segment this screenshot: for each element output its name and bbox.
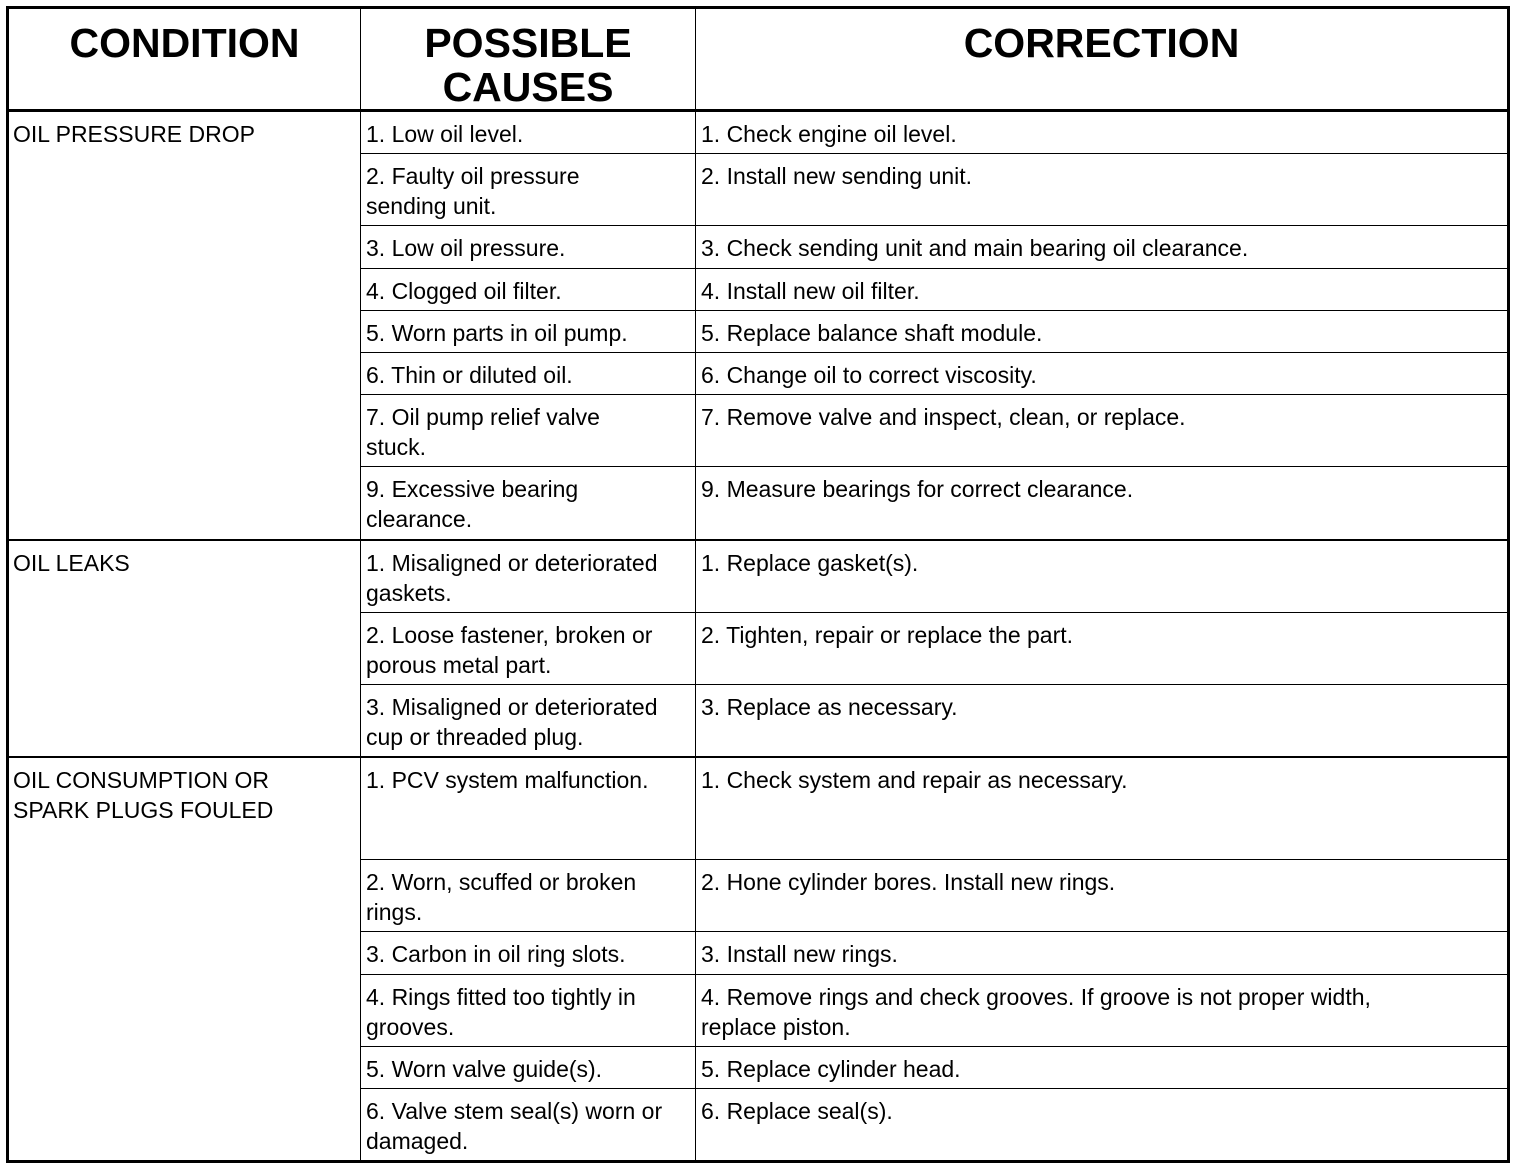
cause-line: porous metal part.: [366, 651, 552, 678]
correction-cell: [696, 1089, 1509, 1162]
table-body: [8, 111, 1509, 1162]
correction-cell: [696, 932, 1509, 975]
cause-line: 3. Carbon in oil ring slots.: [366, 941, 626, 967]
condition-line: OIL PRESSURE DROP: [13, 121, 255, 147]
cause-line: 5. Worn valve guide(s).: [366, 1056, 603, 1082]
cause-line: 6. Valve stem seal(s) worn or: [366, 1098, 663, 1124]
cause-line: 4. Clogged oil filter.: [366, 278, 562, 304]
cause-cell: [361, 154, 696, 226]
header-causes-line1: POSSIBLE: [424, 20, 632, 66]
correction-cell: [696, 467, 1509, 540]
correction-cell: [696, 540, 1509, 613]
correction-line: 2. Tighten, repair or replace the part.: [701, 621, 1074, 648]
cause-cell: [361, 860, 696, 932]
header-condition: [8, 8, 361, 111]
cause-line: 5. Worn parts in oil pump.: [366, 320, 628, 346]
cause-line: 3. Misaligned or deteriorated: [366, 693, 658, 720]
correction-cell: [696, 1047, 1509, 1089]
cause-line: stuck.: [366, 434, 427, 460]
correction-cell: [696, 111, 1509, 154]
correction-line: 3. Check sending unit and main bearing oil clearance.: [701, 235, 1249, 261]
correction-cell: [696, 226, 1509, 269]
cause-cell: [361, 975, 696, 1047]
table-row: [8, 540, 1509, 613]
condition-line: SPARK PLUGS FOULED: [13, 796, 274, 823]
correction-line: 3. Replace as necessary.: [701, 693, 958, 720]
correction-cell: [696, 860, 1509, 932]
correction-line: 3. Install new rings.: [701, 941, 898, 967]
cause-cell: [361, 612, 696, 684]
correction-cell: [696, 269, 1509, 311]
cause-line: 9. Excessive bearing: [366, 476, 579, 502]
correction-line: 1. Check engine oil level.: [701, 121, 957, 147]
cause-line: 4. Rings fitted too tightly in: [366, 984, 636, 1010]
correction-cell: [696, 684, 1509, 757]
header-correction-label: CORRECTION: [963, 20, 1240, 66]
cause-cell: [361, 540, 696, 613]
cause-line: cup or threaded plug.: [366, 723, 584, 750]
correction-line: 7. Remove valve and inspect, clean, or replace.: [701, 404, 1186, 430]
cause-line: grooves.: [366, 1014, 455, 1040]
correction-line: 2. Hone cylinder bores. Install new rings.: [701, 869, 1116, 895]
table-row: [8, 757, 1509, 860]
condition-cell: [8, 540, 361, 757]
correction-line: 5. Replace cylinder head.: [701, 1056, 961, 1082]
condition-cell: [8, 111, 361, 540]
cause-cell: [361, 1047, 696, 1089]
correction-line: 4. Install new oil filter.: [701, 278, 920, 304]
correction-line: replace piston.: [701, 1014, 851, 1040]
cause-line: 6. Thin or diluted oil.: [366, 362, 573, 388]
cause-line: 7. Oil pump relief valve: [366, 404, 600, 430]
cause-line: rings.: [366, 899, 423, 925]
correction-line: 1. Check system and repair as necessary.: [701, 766, 1128, 793]
diagnosis-table: [6, 6, 1510, 1163]
cause-cell: [361, 111, 696, 154]
correction-line: 9. Measure bearings for correct clearance.: [701, 476, 1134, 502]
correction-cell: [696, 311, 1509, 353]
header-possible-causes: [361, 8, 696, 111]
header-correction: [696, 8, 1509, 111]
cause-cell: [361, 311, 696, 353]
correction-line: 5. Replace balance shaft module.: [701, 320, 1043, 346]
correction-cell: [696, 757, 1509, 860]
cause-cell: [361, 269, 696, 311]
correction-line: 2. Install new sending unit.: [701, 163, 973, 189]
correction-cell: [696, 154, 1509, 226]
cause-cell: [361, 1089, 696, 1162]
cause-cell: [361, 932, 696, 975]
correction-line: 4. Remove rings and check grooves. If groove is not proper width,: [701, 984, 1371, 1010]
cause-cell: [361, 353, 696, 395]
header-causes-line2: CAUSES: [442, 64, 614, 110]
cause-line: 2. Faulty oil pressure: [366, 163, 580, 189]
correction-cell: [696, 353, 1509, 395]
cause-line: 1. PCV system malfunction.: [366, 766, 649, 793]
cause-line: 1. Low oil level.: [366, 121, 524, 147]
cause-cell: [361, 226, 696, 269]
cause-line: 3. Low oil pressure.: [366, 235, 566, 261]
cause-line: 1. Misaligned or deteriorated: [366, 549, 658, 576]
condition-line: OIL CONSUMPTION OR: [13, 766, 269, 793]
header-condition-label: CONDITION: [69, 20, 300, 66]
cause-cell: [361, 467, 696, 540]
header-row: [8, 8, 1509, 111]
correction-cell: [696, 975, 1509, 1047]
cause-cell: [361, 395, 696, 467]
cause-line: damaged.: [366, 1128, 469, 1154]
cause-line: sending unit.: [366, 193, 497, 219]
correction-line: 1. Replace gasket(s).: [701, 549, 919, 576]
cause-line: gaskets.: [366, 579, 452, 606]
cause-cell: [361, 757, 696, 860]
correction-line: 6. Change oil to correct viscosity.: [701, 362, 1037, 388]
cause-line: clearance.: [366, 506, 473, 532]
correction-cell: [696, 395, 1509, 467]
table-row: [8, 111, 1509, 154]
correction-cell: [696, 612, 1509, 684]
cause-line: 2. Worn, scuffed or broken: [366, 869, 637, 895]
cause-cell: [361, 684, 696, 757]
condition-line: OIL LEAKS: [13, 549, 130, 576]
condition-cell: [8, 757, 361, 1162]
cause-line: 2. Loose fastener, broken or: [366, 621, 653, 648]
correction-line: 6. Replace seal(s).: [701, 1098, 893, 1124]
